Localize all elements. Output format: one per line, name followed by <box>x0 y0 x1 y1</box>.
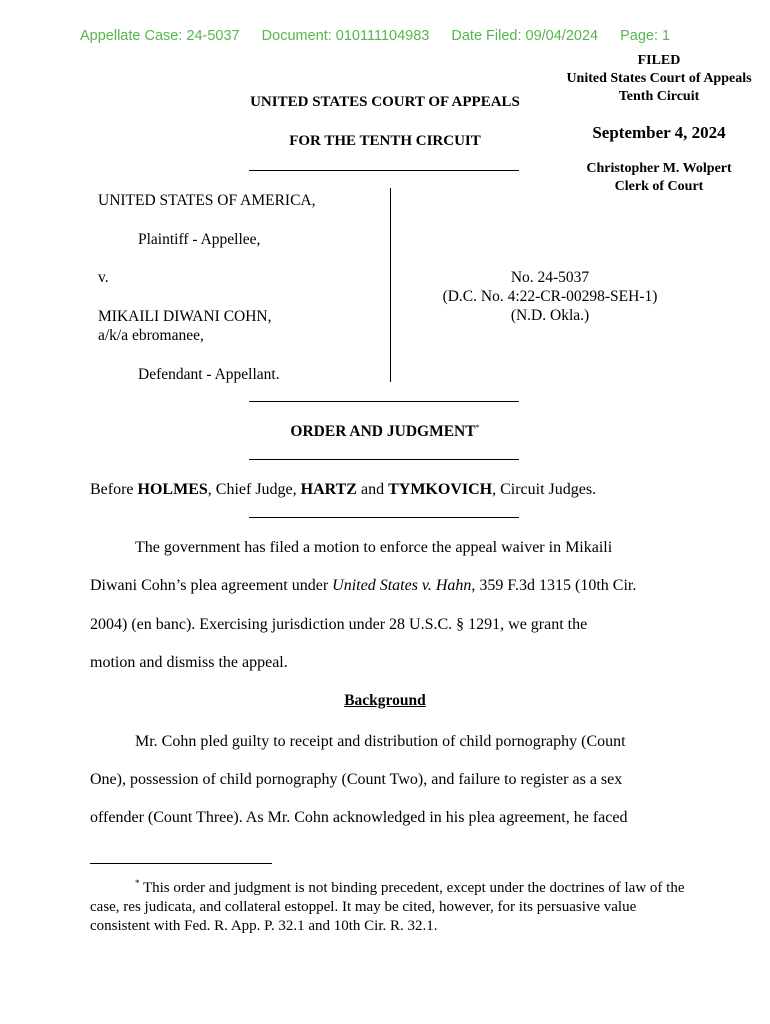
case-citation: United States v. Hahn <box>332 577 472 594</box>
filed-label: FILED <box>637 53 681 68</box>
panel-before: Before <box>90 481 138 498</box>
section-heading: Background <box>344 692 426 709</box>
case-info <box>420 268 680 325</box>
filed-block <box>548 52 770 196</box>
caption-plaintiff-role: Plaintiff - Appellee, <box>138 231 261 248</box>
caption-divider <box>390 188 391 382</box>
para1-l2b: , 359 F.3d 1315 (10th Cir. <box>471 577 637 594</box>
clerk-name: Christopher M. Wolpert <box>586 161 732 176</box>
divider-rule <box>249 170 519 171</box>
caption-defendant: MIKAILI DIWANI COHN, <box>98 308 272 325</box>
divider-rule <box>249 517 519 518</box>
para2-line3: offender (Count Three). As Mr. Cohn acknowledged in his plea agreement, he faced <box>90 809 628 826</box>
caption-defendant-role: Defendant - Appellant. <box>138 366 280 383</box>
judge1-title: , Chief Judge, <box>207 481 301 498</box>
footnote-marker: * <box>475 423 480 432</box>
footnote-text: This order and judgment is not binding precedent, except under the doctrines of law of the case, res judicata, and collateral estoppel. It may be cited, however, for its persuasive value consistent with Fed. R. App. P. 32.1 and 10th Cir. R. 32.1. <box>90 880 685 934</box>
para1-line4: motion and dismiss the appeal. <box>90 654 288 671</box>
judge-hartz: HARTZ <box>300 481 357 498</box>
caption-plaintiff: UNITED STATES OF AMERICA, <box>98 192 316 209</box>
para1-line3: 2004) (en banc). Exercising jurisdiction under 28 U.S.C. § 1291, we grant the <box>90 616 588 633</box>
filing-stamp-header <box>80 28 760 44</box>
order-title-text: ORDER AND JUDGMENT <box>290 423 476 441</box>
footnote <box>90 874 690 936</box>
filed-court: United States Court of Appeals <box>566 71 752 86</box>
footnote-rule <box>90 863 272 864</box>
filed-date: September 4, 2024 <box>592 123 726 142</box>
stamp-page: Page: 1 <box>620 28 671 44</box>
stamp-case: Appellate Case: 24-5037 <box>80 28 240 44</box>
para2-line1: Mr. Cohn pled guilty to receipt and distribution of child pornography (Count <box>135 733 626 750</box>
panel-line <box>90 481 596 499</box>
stamp-document: Document: 010111104983 <box>261 28 430 44</box>
judge-holmes: HOLMES <box>137 481 208 498</box>
para1-line2 <box>90 577 636 595</box>
divider-rule <box>249 459 519 460</box>
panel-and: and <box>356 481 389 498</box>
dc-number: (D.C. No. 4:22-CR-00298-SEH-1) <box>442 288 658 305</box>
caption-aka: a/k/a ebromanee, <box>98 327 204 344</box>
order-title <box>200 423 570 441</box>
divider-rule <box>249 401 519 402</box>
filed-circuit: Tenth Circuit <box>618 89 700 104</box>
footnote-marker: * <box>135 878 140 888</box>
stamp-date-filed: Date Filed: 09/04/2024 <box>451 28 599 44</box>
district: (N.D. Okla.) <box>510 307 590 324</box>
para1-line1: The government has filed a motion to enforce the appeal waiver in Mikaili <box>135 539 613 556</box>
court-title-line2: FOR THE TENTH CIRCUIT <box>289 133 481 149</box>
judge-tymkovich: TYMKOVICH <box>388 481 493 498</box>
case-number: No. 24-5037 <box>510 269 590 286</box>
caption-versus: v. <box>98 269 109 286</box>
court-title-line1: UNITED STATES COURT OF APPEALS <box>250 94 520 110</box>
clerk-title: Clerk of Court <box>614 179 704 194</box>
para2-line2: One), possession of child pornography (Count Two), and failure to register as a sex <box>90 771 623 788</box>
para1-l2a: Diwani Cohn’s plea agreement under <box>90 577 333 594</box>
panel-tail: , Circuit Judges. <box>492 481 597 498</box>
